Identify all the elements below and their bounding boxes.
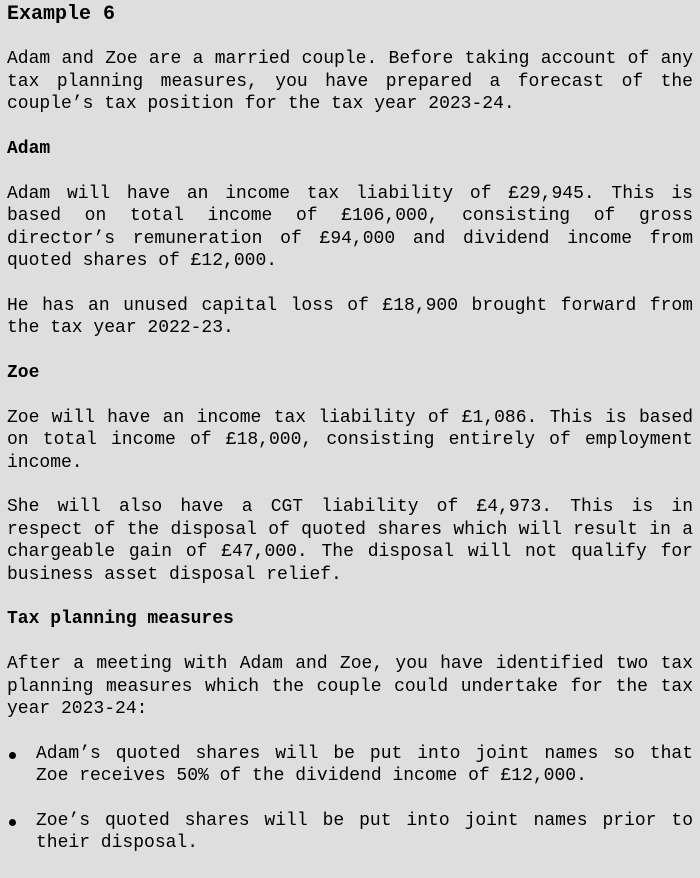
- spacer: [7, 160, 693, 182]
- spacer: [7, 474, 693, 496]
- tax-planning-intro: After a meeting with Adam and Zoe, you have identified two tax planning measures which the couple could undertake for the tax year 2023-24:: [7, 654, 693, 720]
- list-item-text: Adam’s quoted shares will be put into joint names so that Zoe receives 50% of the dividend income of £12,000.: [36, 743, 693, 787]
- spacer: [7, 788, 693, 810]
- spacer: [7, 272, 693, 294]
- list-item: [7, 810, 693, 855]
- spacer: [7, 720, 693, 742]
- adam-paragraph-1: Adam will have an income tax liability of £29,945. This is based on total income of £106,000, consisting of gross director’s remuneration of £94,000 and dividend income from quoted shares of £12,000.: [7, 183, 693, 272]
- adam-heading: Adam: [7, 139, 51, 159]
- spacer: [7, 116, 693, 138]
- zoe-paragraph-1: Zoe will have an income tax liability of £1,086. This is based on total income of £18,000, consisting entirely of employment income.: [7, 407, 693, 473]
- list-item: [7, 743, 693, 788]
- adam-paragraph-2: He has an unused capital loss of £18,900 brought forward from the tax year 2022-23.: [7, 295, 693, 339]
- spacer: [7, 340, 693, 362]
- spacer: [7, 586, 693, 608]
- spacer: [7, 26, 693, 48]
- bullet-icon: [9, 752, 16, 759]
- spacer: [7, 384, 693, 406]
- zoe-heading: Zoe: [7, 363, 40, 384]
- zoe-paragraph-2: She will also have a CGT liability of £4,973. This is in respect of the disposal of quoted shares which will result in a chargeable gain of £47,000. The disposal will not qualify for business asset disposal relief.: [7, 497, 693, 585]
- intro-paragraph: Adam and Zoe are a married couple. Before taking account of any tax planning measures, you have prepared a forecast of the couple’s tax position for the tax year 2023-24.: [7, 49, 693, 115]
- list-item-text: Zoe’s quoted shares will be put into joint names prior to their disposal.: [36, 811, 693, 854]
- spacer: [7, 631, 693, 653]
- tax-planning-heading: Tax planning measures: [7, 609, 234, 630]
- bullet-icon: [9, 819, 16, 826]
- tax-planning-list: [7, 743, 693, 855]
- page-title: Example 6: [7, 3, 116, 26]
